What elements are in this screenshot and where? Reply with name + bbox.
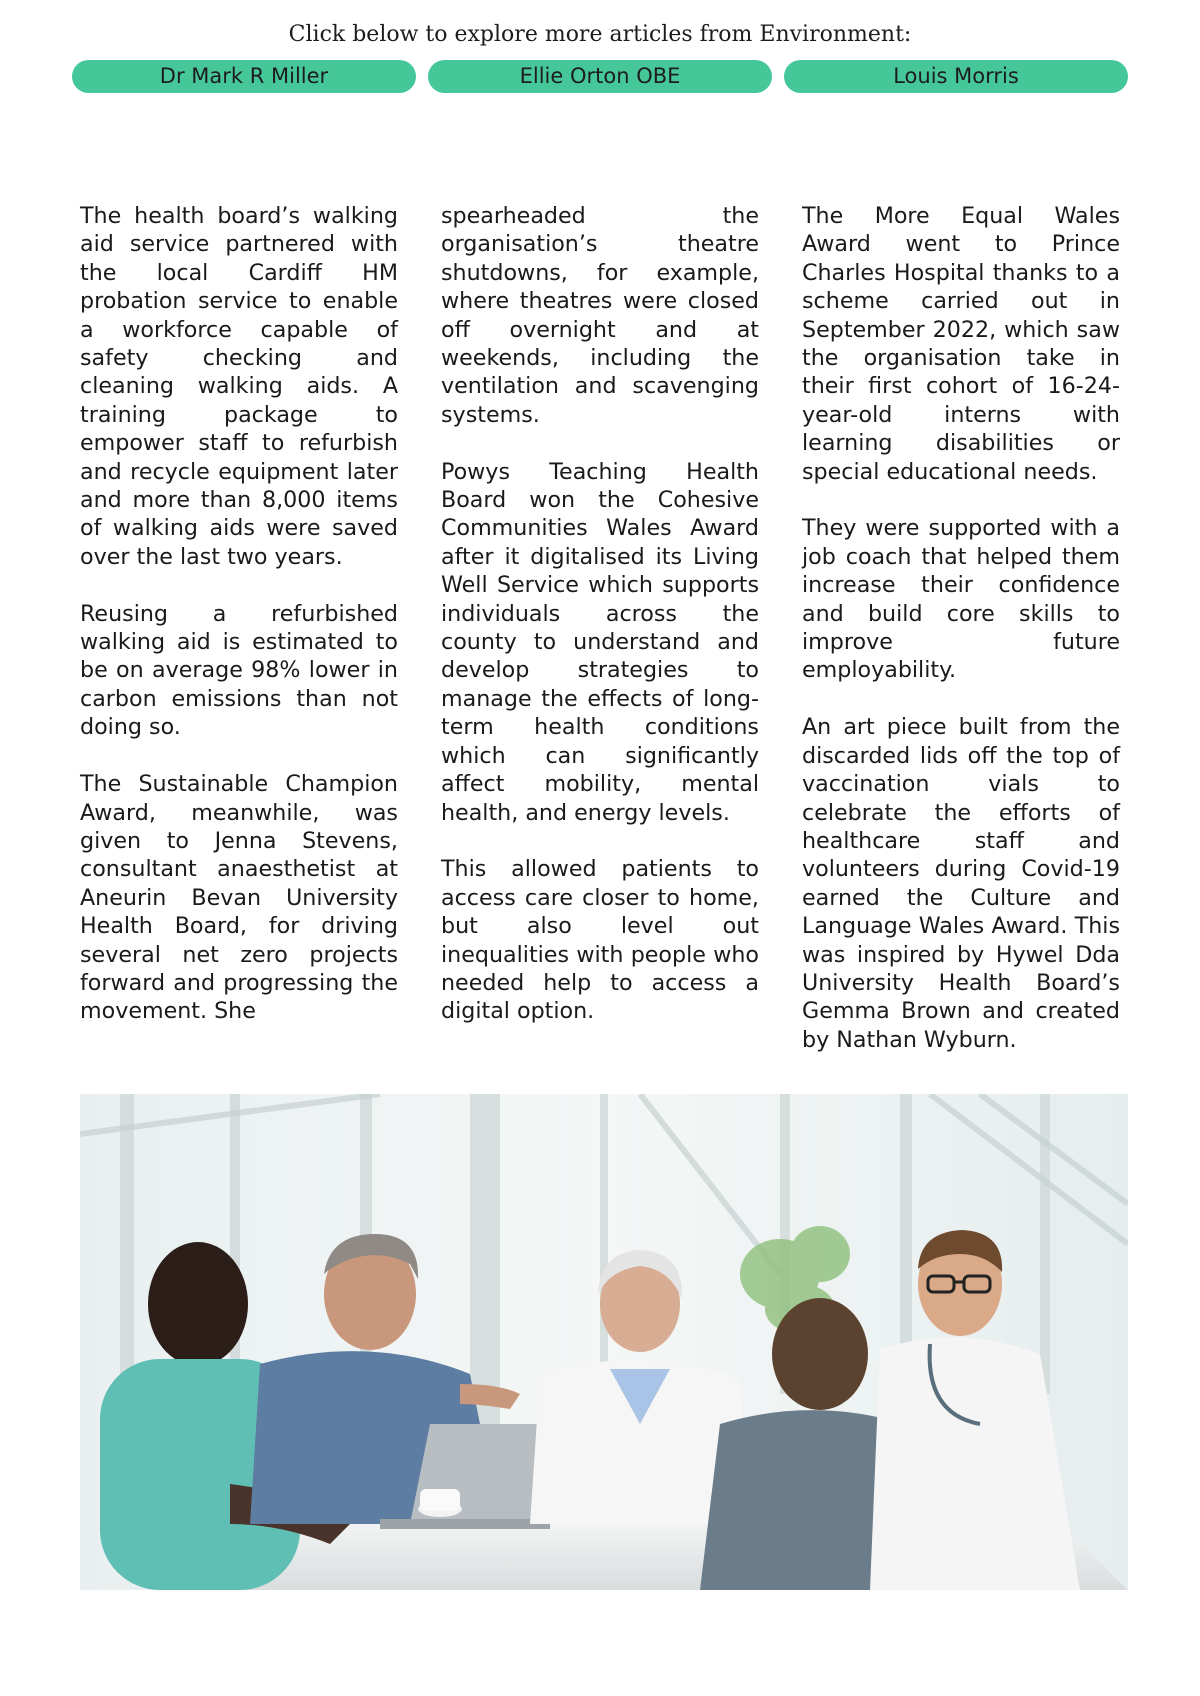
paragraph: This allowed patients to access care closer to home, but also level out inequalities with people who needed help to access a digital option. [441,856,759,1025]
paragraph: They were supported with a job coach that helped them increase their confidence and build core skills to improve future employability. [802,515,1120,684]
author-button-louis-morris[interactable]: Louis Morris [784,60,1128,93]
author-button-ellie-orton[interactable]: Ellie Orton OBE [428,60,772,93]
author-button-group [72,60,1128,93]
paragraph: Powys Teaching Health Board won the Cohesive Communities Wales Award after it digitalised its Living Well Service which supports individuals across the county to understand and develop strategies to manage the effects of long-term health conditions which can significantly affect mobility, mental health, and energy levels. [441,458,759,826]
author-button-mark-miller[interactable]: Dr Mark R Miller [72,60,416,93]
paragraph: An art piece built from the discarded lids off the top of vaccination vials to celebrate the efforts of healthcare staff and volunteers during Covid-19 earned the Culture and Language Wales Award. This was inspired by Hywel Dda University Health Board’s Gemma Brown and created by Nathan Wyburn. [802,714,1120,1053]
article-columns [80,202,1120,1054]
paragraph: spearheaded the organisation’s theatre shutdowns, for example, where theatres were closed off overnight and at weekends, including the ventilation and scavenging systems. [441,203,759,428]
paragraph: Reusing a refurbished walking aid is estimated to be on average 98% lower in carbon emissions than not doing so. [80,600,398,741]
explore-heading: Click below to explore more articles from Environment: [288,22,912,47]
article-column-3 [802,202,1120,1054]
article-column-2 [441,202,759,1054]
meeting-photo [80,1094,1128,1590]
paragraph: The More Equal Wales Award went to Prince Charles Hospital thanks to a scheme carried out in September 2022, which saw the organisation take in their first cohort of 16-24-year-old interns with learning disabilities or special educational needs. [802,203,1120,485]
article-column-1 [80,202,398,1054]
paragraph: The health board’s walking aid service partnered with the local Cardiff HM probation service to enable a workforce capable of safety checking and cleaning walking aids. A training package to empower staff to refurbish and recycle equipment later and more than 8,000 items of walking aids were saved over the last two years. [80,203,398,570]
paragraph: The Sustainable Champion Award, meanwhile, was given to Jenna Stevens, consultant anaesthetist at Aneurin Bevan University Health Board, for driving several net zero projects forward and progressing the movement. She [80,771,398,1025]
